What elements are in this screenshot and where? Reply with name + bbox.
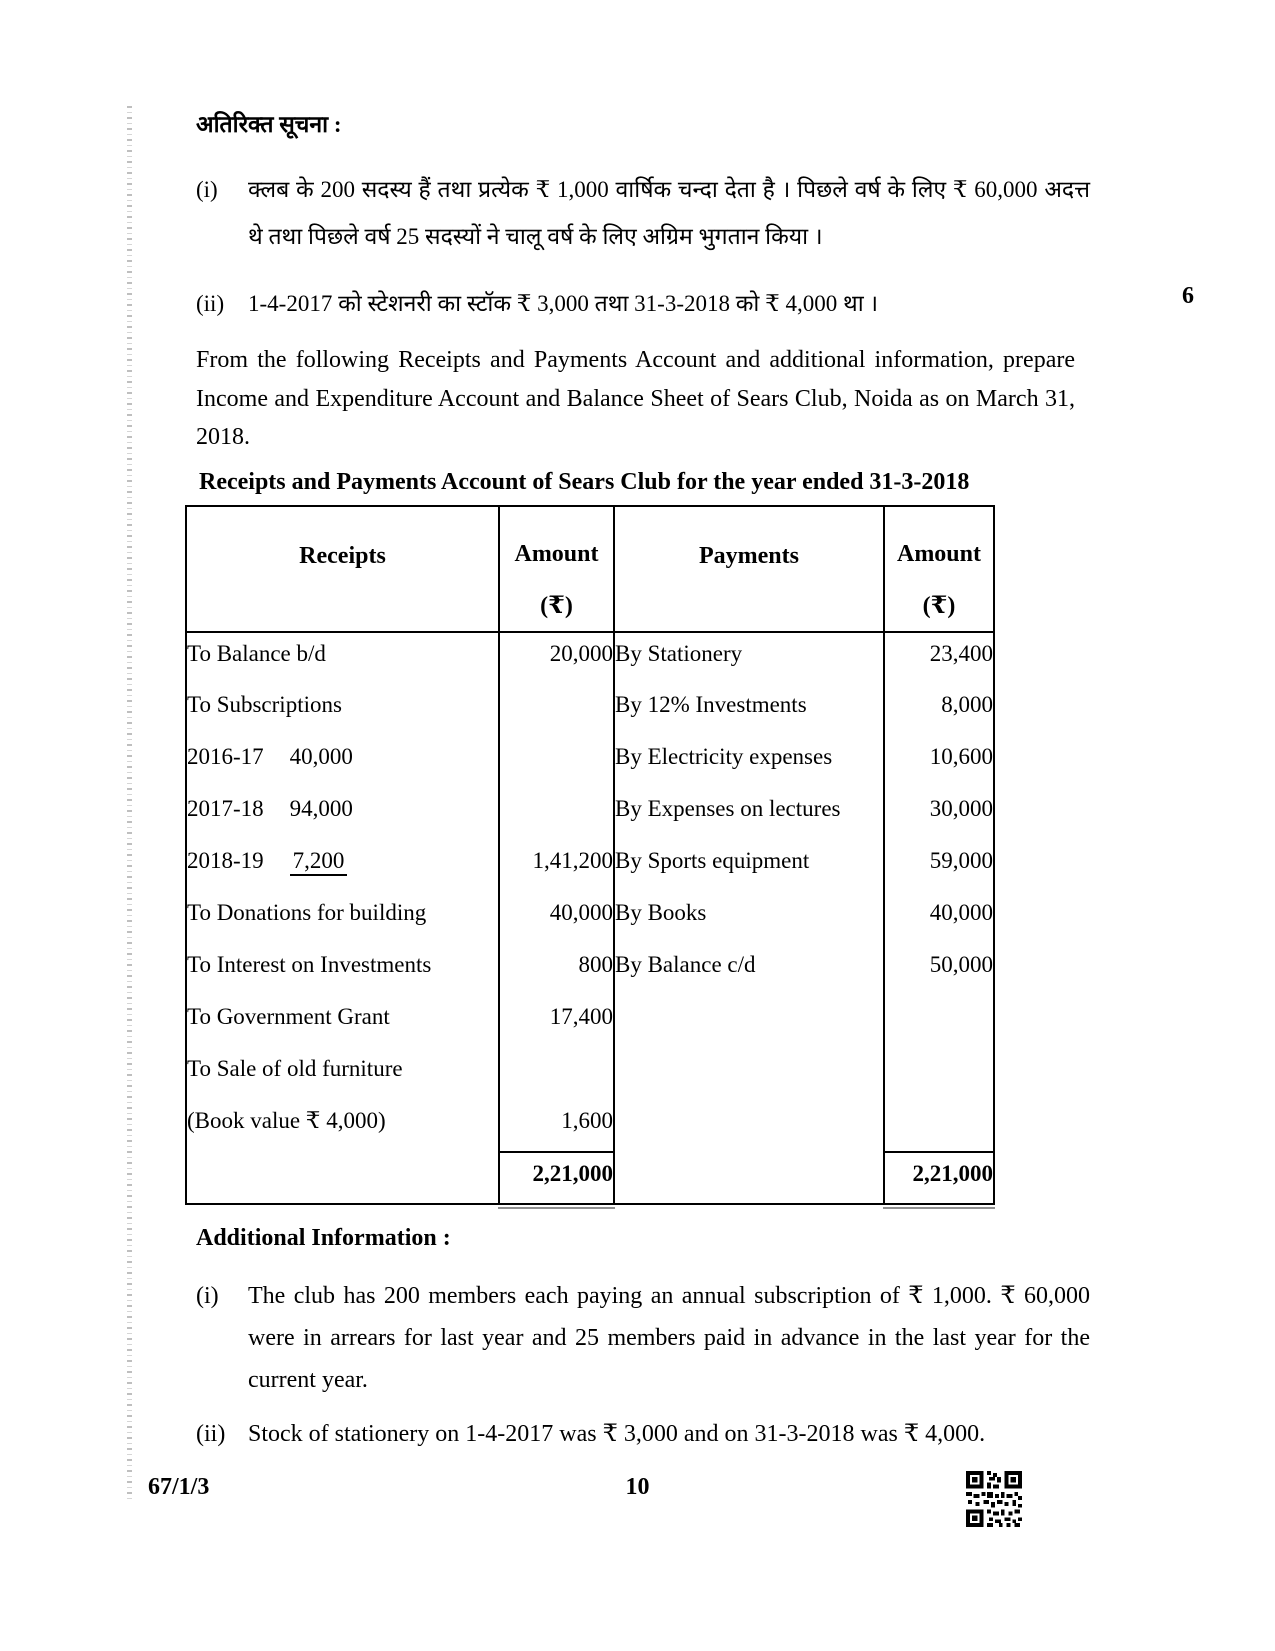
item-label: (i)	[196, 177, 218, 202]
receipt-cell: To Government Grant	[186, 996, 499, 1048]
receipts-column-header: Receipts	[186, 506, 499, 632]
payment-amount-cell: 10,600	[929, 743, 993, 769]
item-label: (ii)	[196, 291, 225, 316]
table-row	[186, 840, 994, 892]
payment-amount-cell: 8,000	[941, 691, 993, 717]
item-text: क्लब के 200 सदस्य हैं तथा प्रत्येक ₹ 1,000 वार्षिक चन्दा देता है । पिछले वर्ष के लिए ₹ 60,000 अदत्त थे तथा पिछले वर्ष 25 सदस्यों ने चालू वर्ष के लिए अग्रिम भुगतान किया ।	[248, 177, 1090, 249]
payment-cell: By Balance c/d	[614, 944, 884, 996]
amount-column-header: Amount (₹)	[499, 506, 614, 632]
table-title: Receipts and Payments Account of Sears Club for the year ended 31-3-2018	[199, 468, 970, 495]
subscription-year: 2018-19	[187, 847, 264, 873]
receipt-cell: To Sale of old furniture	[186, 1048, 499, 1100]
receipt-cell: To Interest on Investments	[186, 944, 499, 996]
payment-amount-cell	[884, 996, 994, 1048]
payment-cell	[614, 996, 884, 1048]
payment-amount-cell: 59,000	[929, 847, 993, 873]
intro-paragraph: From the following Receipts and Payments Account and additional information, prepare Income and Expenditure Account and Balance Sheet of Sears Club, Noida as on March 31, 2018.	[196, 347, 1075, 450]
table-row	[186, 996, 994, 1048]
subscription-year: 2016-17	[187, 743, 264, 769]
payment-cell: By Books	[614, 892, 884, 944]
spine-microtext-strip	[127, 106, 132, 1502]
item-label: (i)	[196, 1282, 219, 1309]
table-row	[186, 944, 994, 996]
payment-cell: By Stationery	[614, 632, 884, 684]
hindi-item-2	[196, 280, 1090, 327]
table-header-row	[186, 506, 994, 632]
paper-code: 67/1/3	[148, 1474, 210, 1500]
item-label: (ii)	[196, 1420, 226, 1447]
payments-column-header: Payments	[614, 506, 884, 632]
payment-cell	[614, 1048, 884, 1100]
payment-amount-cell: 50,000	[929, 951, 993, 977]
table-row	[186, 1100, 994, 1152]
rupee-unit-label: (₹)	[922, 592, 956, 619]
payment-cell	[614, 1100, 884, 1152]
table-row	[186, 788, 994, 840]
receipt-amount-cell	[499, 1048, 614, 1100]
table-totals-row	[186, 1152, 994, 1204]
additional-item-1	[196, 1275, 1090, 1401]
receipt-cell: To Balance b/d	[186, 632, 499, 684]
receipt-amount-cell	[499, 788, 614, 840]
receipt-amount-cell: 1,600	[499, 1100, 614, 1152]
subscription-amount: 40,000	[289, 743, 353, 769]
table-row	[186, 736, 994, 788]
payment-cell	[614, 1152, 884, 1204]
receipt-amount-cell: 17,400	[499, 996, 614, 1048]
receipt-cell: (Book value ₹ 4,000)	[186, 1100, 499, 1152]
receipt-amount-cell: 40,000	[499, 892, 614, 944]
receipt-cell: To Donations for building	[186, 892, 499, 944]
payment-cell: By 12% Investments	[614, 684, 884, 736]
payment-cell: By Electricity expenses	[614, 736, 884, 788]
subscription-amount-underlined: 7,200	[290, 848, 348, 876]
subscription-year: 2017-18	[187, 795, 264, 821]
question-marks-value: 6	[1182, 283, 1194, 309]
item-text: The club has 200 members each paying an annual subscription of ₹ 1,000. ₹ 60,000 were in arrears for last year and 25 members paid in advance in the last year for the current year.	[248, 1282, 1090, 1393]
payment-cell: By Expenses on lectures	[614, 788, 884, 840]
table-row	[186, 632, 994, 684]
receipt-cell	[186, 736, 499, 788]
payment-amount-cell: 23,400	[929, 640, 993, 666]
item-text: 1-4-2017 को स्टेशनरी का स्टॉक ₹ 3,000 तथा 31-3-2018 को ₹ 4,000 था ।	[248, 291, 879, 316]
qr-code	[966, 1470, 1022, 1528]
receipts-payments-table	[185, 505, 995, 1205]
receipt-amount-cell: 20,000	[499, 632, 614, 684]
hindi-item-1	[196, 166, 1090, 260]
receipt-amount-cell: 800	[499, 944, 614, 996]
page-content	[185, 0, 1090, 1455]
table-row	[186, 1048, 994, 1100]
receipts-total: 2,21,000	[499, 1152, 614, 1204]
payment-amount-cell	[884, 1048, 994, 1100]
payment-amount-cell: 40,000	[929, 899, 993, 925]
receipt-cell	[186, 1152, 499, 1204]
page-number: 10	[625, 1474, 650, 1500]
payment-amount-cell: 30,000	[929, 795, 993, 821]
payment-amount-cell	[884, 1100, 994, 1152]
amount-column-header: Amount (₹)	[884, 506, 994, 632]
hindi-additional-info-heading: अतिरिक्त सूचना :	[196, 112, 342, 137]
receipt-amount-cell	[499, 684, 614, 736]
payments-total: 2,21,000	[884, 1152, 994, 1204]
table-row	[186, 684, 994, 736]
additional-information-heading: Additional Information :	[196, 1224, 451, 1251]
receipt-cell	[186, 788, 499, 840]
receipt-amount-cell: 1,41,200	[499, 840, 614, 892]
payment-cell: By Sports equipment	[614, 840, 884, 892]
item-text: Stock of stationery on 1-4-2017 was ₹ 3,000 and on 31-3-2018 was ₹ 4,000.	[248, 1420, 986, 1447]
additional-item-2	[196, 1413, 1090, 1455]
receipt-cell: To Subscriptions	[186, 684, 499, 736]
receipt-amount-cell	[499, 736, 614, 788]
rupee-unit-label: (₹)	[540, 592, 573, 619]
receipt-cell	[186, 840, 499, 892]
table-row	[186, 892, 994, 944]
subscription-amount: 94,000	[289, 795, 353, 821]
